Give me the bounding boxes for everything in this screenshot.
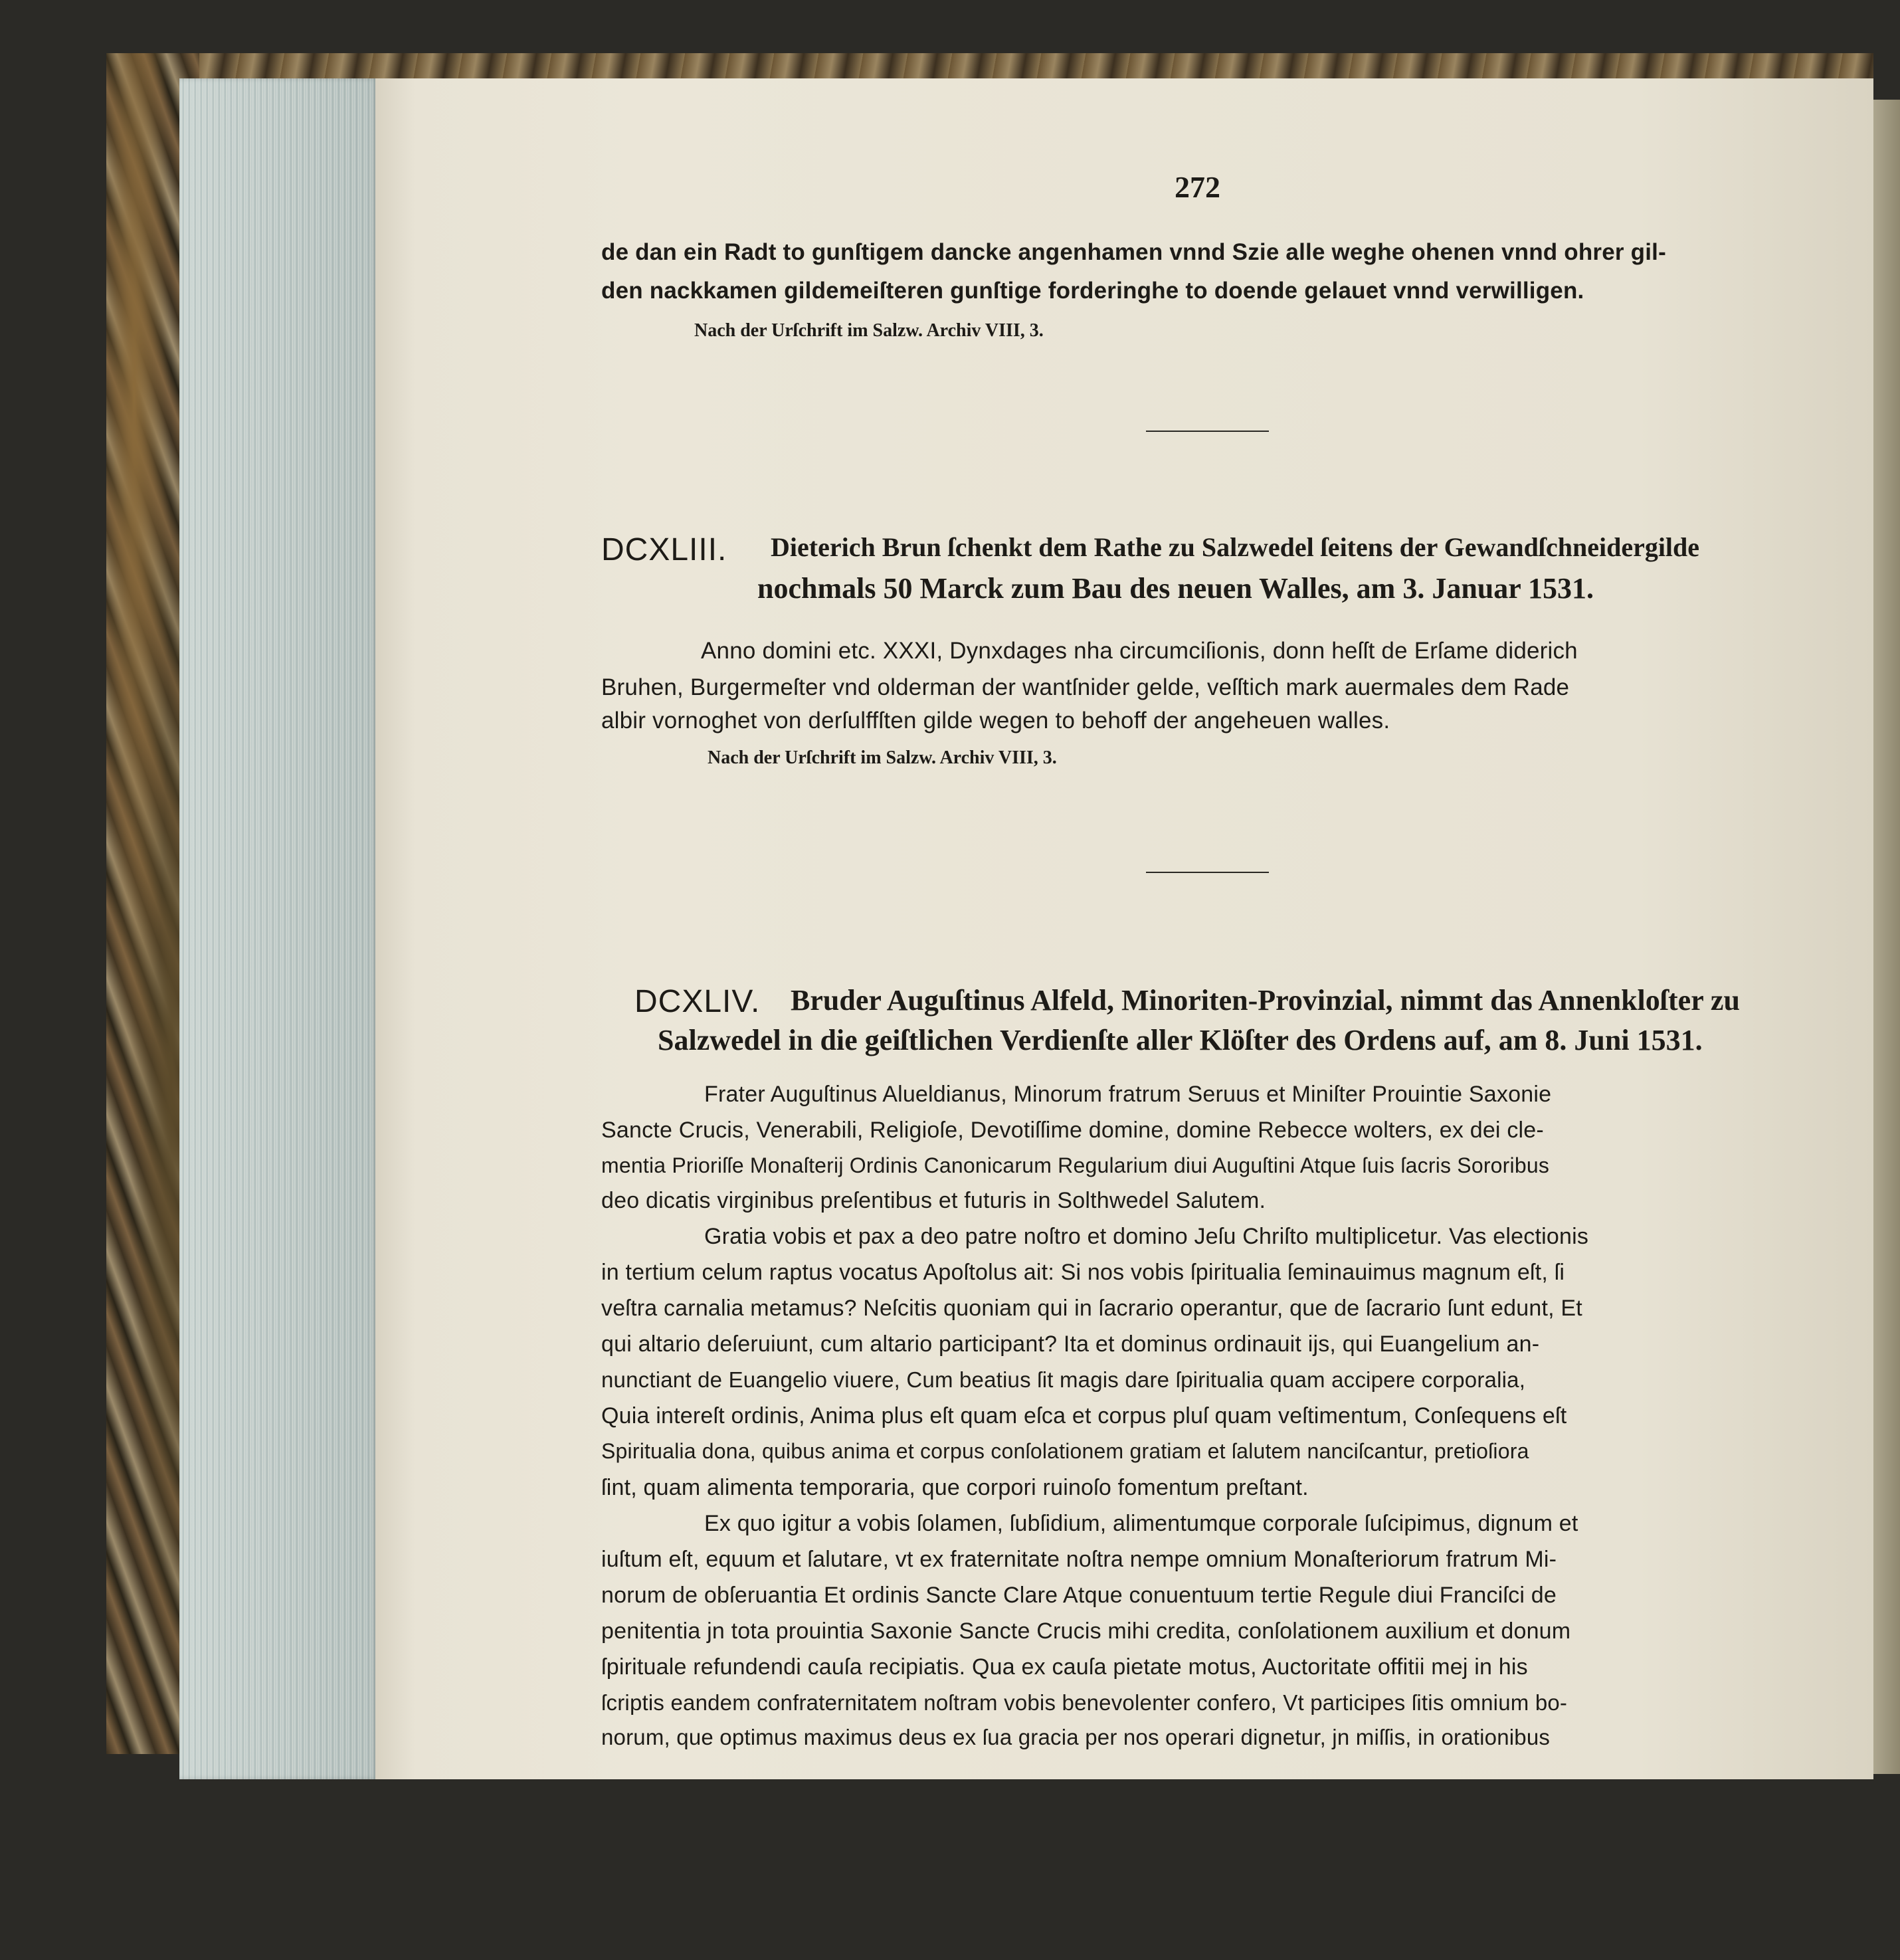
text-line: iuſtum eſt, equum et ſalutare, vt ex fraternitate noſtra nempe omnium Monaſteriorum fratrum Mi- <box>601 1547 1557 1572</box>
text-line: veſtra carnalia metamus? Neſcitis quoniam qui in ſacrario operantur, que de ſacrario ſunt edunt, Et <box>601 1296 1582 1321</box>
text-line: Ex quo igitur a vobis ſolamen, ſubſidium, alimentumque corporale ſuſcipimus, dignum et <box>704 1511 1578 1536</box>
text-line: qui altario deſeruiunt, cum altario participant? Ita et dominus ordinauit ijs, qui Euangelium an- <box>601 1331 1540 1357</box>
page-edges <box>179 78 379 1779</box>
source-note: Nach der Urſchrift im Salzw. Archiv VIII, 3. <box>708 747 1057 768</box>
text-line: norum, que optimus maximus deus ex ſua gracia per nos operari dignetur, jn miſſis, in orationibus <box>601 1725 1551 1749</box>
text-line: Quia intereſt ordinis, Anima plus eſt quam eſca et corpus pluſ quam veſtimentum, Conſequens eſt <box>601 1403 1567 1428</box>
section-title: Dieterich Brun ſchenkt dem Rathe zu Salzwedel ſeitens der Gewandſchneidergilde <box>771 532 1700 562</box>
text-line: ſint, quam alimenta temporaria, que corpori ruinoſo fomentum preſtant. <box>601 1475 1309 1500</box>
text-line: ſcriptis eandem confraternitatem noſtram vobis benevolenter confero, Vt participes ſitis omnium bo- <box>601 1690 1568 1715</box>
source-note: Nach der Urſchrift im Salzw. Archiv VIII, 3. <box>694 320 1044 341</box>
text-line: mentia Prioriſſe Monaſterij Ordinis Canonicarum Regularium diui Auguſtini Atque ſuis ſacris Sororibus <box>601 1153 1550 1177</box>
page-number: 272 <box>1175 170 1220 204</box>
text-line: ſpirituale refundendi cauſa recipiatis. Qua ex cauſa pietate motus, Auctoritate offitii mej in his <box>601 1654 1528 1680</box>
text-line: deo dicatis virginibus preſentibus et futuris in Solthwedel Salutem. <box>601 1188 1266 1213</box>
section-number: DCXLIII. <box>601 532 727 567</box>
text-line: albir vornoghet von derſulffſten gilde wegen to behoff der angeheuen walles. <box>601 708 1390 734</box>
text-line: den nackkamen gildemeiſteren gunſtige forderinghe to doende gelauet vnnd verwilligen. <box>601 278 1584 304</box>
text-line: in tertium celum raptus vocatus Apoſtolus ait: Si nos vobis ſpiritualia ſeminauimus magnum eſt, ſi <box>601 1260 1565 1285</box>
section-number: DCXLIV. <box>634 984 761 1019</box>
text-line: nunctiant de Euangelio viuere, Cum beatius ſit magis dare ſpiritualia quam accipere corporalia, <box>601 1367 1526 1392</box>
section-divider <box>1146 431 1269 432</box>
text-line: Spiritualia dona, quibus anima et corpus conſolationem gratiam et ſalutem nanciſcantur, pretioſiora <box>601 1439 1529 1463</box>
text-line: norum de obſeruantia Et ordinis Sancte Clare Atque conuentuum tertie Regule diui Franciſci de <box>601 1583 1557 1608</box>
text-line: Sancte Crucis, Venerabili, Religioſe, Devotiſſime domine, domine Rebecce wolters, ex dei cle- <box>601 1118 1544 1143</box>
text-line: Anno domini etc. XXXI, Dynxdages nha circumciſionis, donn heſſt de Erſame diderich <box>701 638 1578 664</box>
section-divider <box>1146 872 1269 873</box>
text-line: Frater Auguſtinus Alueldianus, Minorum fratrum Seruus et Miniſter Prouintie Saxonie <box>704 1082 1552 1107</box>
section-title: Bruder Auguſtinus Alfeld, Minoriten-Provinzial, nimmt das Annenkloſter zu <box>791 984 1740 1017</box>
text-line: Bruhen, Burgermeſter vnd olderman der wantſnider gelde, veſſtich mark auermales dem Rade <box>601 674 1570 700</box>
section-title: Salzwedel in die geiſtlichen Verdienſte aller Klöſter des Ordens auf, am 8. Juni 1531. <box>658 1024 1703 1056</box>
text-line: de dan ein Radt to gunſtigem dancke angenhamen vnnd Szie alle weghe ohenen vnnd ohrer gil- <box>601 239 1666 265</box>
section-title: nochmals 50 Marck zum Bau des neuen Walles, am 3. Januar 1531. <box>757 572 1594 605</box>
text-line: penitentia jn tota prouintia Saxonie Sancte Crucis mihi credita, conſolationem auxilium et donum <box>601 1618 1571 1644</box>
text-line: Gratia vobis et pax a deo patre noſtro et domino Jeſu Chriſto multiplicetur. Vas electionis <box>704 1224 1589 1249</box>
